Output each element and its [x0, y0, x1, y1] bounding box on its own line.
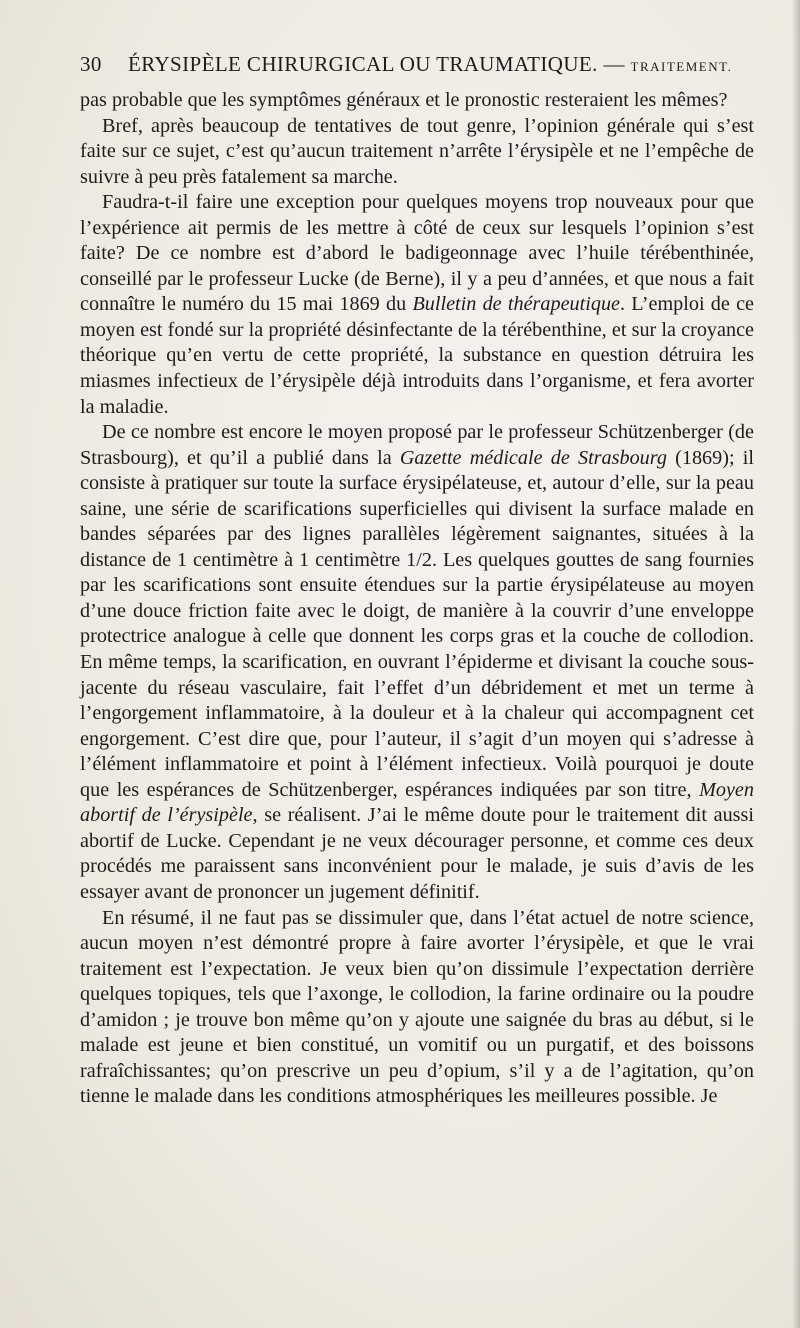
paragraph-text: Faudra-t-il faire une exception pour quelques moyens trop nouveaux pour que l’expérience ait permis de les mettre à côté de ceux sur lesquels l’opinion s’est faite? De ce nombre est d’abord le badigeonnage avec l’huile térébenthinée, conseillé par le professeur Lucke (de Berne), il y a peu d’années, et que nous a fait connaître le numéro du 15 mai 1869 du [80, 191, 754, 316]
page-body [80, 88, 754, 1110]
running-section: TRAITEMENT. [630, 59, 733, 74]
paragraph-5 [80, 906, 754, 1110]
page-edge-shadow [792, 0, 800, 1328]
paragraph-text: (1869); il consiste à pratiquer sur toute la surface érysipélateuse, et, autour d’elle, sur la peau saine, une série de scarifications superficielles qui divisent la surface malade en bandes séparées par des lignes parallèles légèrement saignantes, situées à la distance de 1 centimètre à 1 centimètre 1/2. Les quelques gouttes de sang fournies par les scarifications sont ensuite étendues sur la partie érysipélateuse au moyen d’une douce friction faite avec le doigt, de manière à la couvrir d’une enveloppe protectrice analogue à celle que donnent les corps gras et la couche de collodion. En même temps, la scarification, en ouvrant l’épiderme et divisant la couche sous-jacente du réseau vasculaire, fait l’effet d’un débridement et met un terme à l’engorgement inflammatoire, à la douleur et à la chaleur qui accompagnent cet engorgement. C’est dire que, pour l’auteur, il s’agit d’un moyen qui s’adresse à l’élément inflammatoire et point à l’élément infectieux. Voilà pourquoi je doute que les espérances de Schützenberger, espérances indiquées par son titre, [80, 446, 754, 801]
paragraph-text: pas probable que les symptômes généraux et le pronostic resteraient les mêmes? [80, 89, 728, 111]
journal-title: Bulletin de thérapeutique [412, 293, 621, 316]
running-head [80, 52, 760, 82]
paragraph-text: En résumé, il ne faut pas se dissimuler que, dans l’état actuel de notre science, aucun moyen n’est démontré propre à faire avorter l’érysipèle, et que le vrai traitement est l’expectation. Je veux bien qu’on dissimule l’expectation derrière quelques topiques, tels que l’axonge, le collodion, la farine ordinaire ou la poudre d’amidon ; je trouve bon même qu’on y ajoute une saignée du bras au début, si le malade est jeune et bien constitué, un vomitif ou un purgatif, et des boissons rafraîchissantes; qu’on prescrive un peu d’opium, s’il y a de l’agitation, qu’on tienne le malade dans les conditions atmosphériques les meilleures possible. Je [80, 906, 754, 1108]
paragraph-text: Bref, après beaucoup de tentatives de tout genre, l’opinion générale qui s’est faite sur ce sujet, c’est qu’aucun traitement n’arrête l’érysipèle et ne l’empêche de suivre à peu près fatalement sa marche. [80, 114, 754, 188]
running-head-separator: — [603, 52, 625, 76]
paragraph-text: De ce nombre est encore le moyen proposé par le professeur Schützenberger (de Strasbourg), et qu’il a publié dans la [80, 421, 754, 469]
paragraph-3 [80, 190, 754, 420]
page-number: 30 [80, 52, 102, 76]
paragraph-1 [80, 88, 754, 114]
paragraph-2 [80, 114, 754, 191]
journal-title: Gazette médicale de Strasbourg [399, 446, 667, 469]
work-title: Moyen abortif de l’érysipèle [80, 778, 754, 827]
running-title: ÉRYSIPÈLE CHIRURGICAL OU TRAUMATIQUE. [128, 52, 598, 76]
paragraph-text: , se réalisent. J’ai le même doute pour le traitement dit aussi abortif de Lucke. Cependant je ne veux décourager personne, et comme ces deux procédés me paraissent sans inconvénient pour le malade, je suis d’avis de les essayer avant de prononcer un jugement définitif. [80, 804, 754, 903]
paragraph-text: . L’emploi de ce moyen est fondé sur la propriété désinfectante de la térébenthine, et sur la croyance théorique qu’en vertu de cette propriété, la substance en question détruira les miasmes infectieux de l’érysipèle déjà introduits dans l’organisme, et fera avorter la maladie. [80, 293, 755, 418]
paragraph-4 [80, 420, 754, 905]
